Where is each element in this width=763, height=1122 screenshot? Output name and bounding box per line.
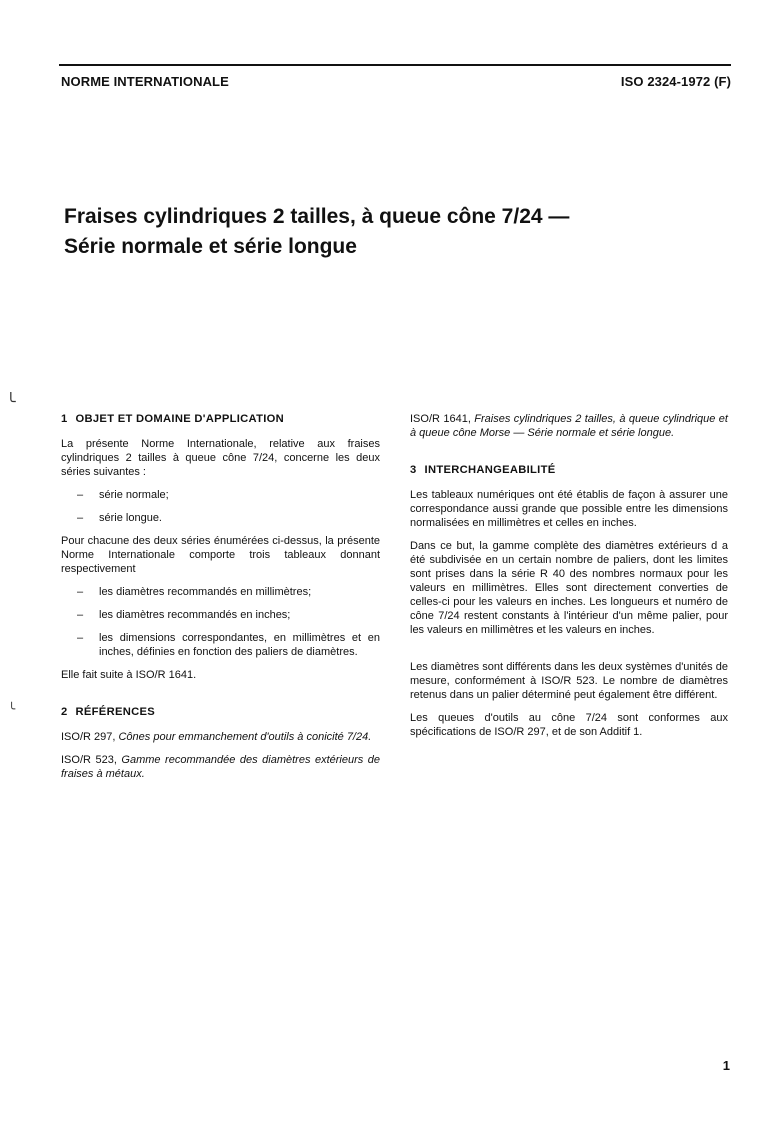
list-item-text: série normale; bbox=[99, 489, 169, 501]
dash-bullet: – bbox=[77, 512, 84, 524]
dash-bullet: – bbox=[77, 586, 84, 598]
list-item bbox=[61, 608, 380, 622]
left-column bbox=[61, 412, 380, 790]
section-title: OBJET ET DOMAINE D'APPLICATION bbox=[75, 413, 285, 425]
page-number: 1 bbox=[722, 1058, 730, 1073]
section-2-heading bbox=[61, 705, 380, 719]
header-standard-label: NORME INTERNATIONALE bbox=[61, 74, 229, 89]
right-column bbox=[410, 412, 728, 748]
title-line-1: Fraises cylindriques 2 tailles, à queue cône 7/24 — bbox=[64, 205, 570, 228]
header-rule bbox=[59, 64, 731, 66]
list-item bbox=[61, 511, 380, 525]
section-3-heading bbox=[410, 463, 728, 477]
reference-entry bbox=[410, 412, 728, 440]
list-item-text: les diamètres recommandés en inches; bbox=[99, 609, 291, 621]
document-title bbox=[64, 202, 704, 262]
reference-code: ISO/R 523, bbox=[61, 754, 117, 766]
reference-code: ISO/R 297, bbox=[61, 731, 116, 743]
section-1-paragraph: La présente Norme Internationale, relative aux fraises cylindriques 2 tailles à queue cône 7/24, concerne les deux séries suivantes : bbox=[61, 438, 380, 478]
section-1-paragraph: Pour chacune des deux séries énumérées ci-dessus, la présente Norme Internationale comporte trois tableaux donnant respectivement bbox=[61, 535, 380, 575]
list-item-text: les dimensions correspondantes, en millimètres et en inches, définies en fonction des paliers de diamètres. bbox=[99, 632, 380, 658]
section-number: 1 bbox=[61, 413, 68, 425]
header-standard-number: ISO 2324-1972 (F) bbox=[620, 74, 731, 89]
reference-title: Fraises cylindriques 2 tailles, à queue cylindrique et à queue cône Morse — Série normale et série longue. bbox=[410, 413, 728, 439]
section-title: RÉFÉRENCES bbox=[75, 706, 155, 718]
title-line-2: Série normale et série longue bbox=[64, 235, 357, 258]
section-3-paragraph: Dans ce but, la gamme complète des diamètres extérieurs d a été subdivisée en un certain nombre de paliers, dont les limites sont prises dans la série R 40 des nombres normaux pour les valeurs en millimètres. Elles sont directement converties de celles-ci pour les valeurs en inches. Les longueurs et numéro de cône 7/24 restent constants à l'intérieur d'un même palier, pour les valeurs en millimètres et les valeurs en inches. bbox=[410, 540, 728, 636]
section-title: INTERCHANGEABILITÉ bbox=[424, 464, 556, 476]
dash-bullet: – bbox=[77, 489, 84, 501]
section-3-paragraph: Les diamètres sont différents dans les deux systèmes d'unités de mesure, conformément à ISO/R 523. Le nombre de diamètres retenus dans un palier déterminé peut également être différent. bbox=[410, 661, 728, 701]
dash-bullet: – bbox=[77, 632, 84, 644]
margin-mark: ╰ bbox=[8, 702, 16, 716]
list-item bbox=[61, 488, 380, 502]
reference-title: Gamme recommandée des diamètres extérieurs de fraises à métaux. bbox=[61, 754, 381, 780]
section-1-paragraph: Elle fait suite à ISO/R 1641. bbox=[61, 669, 197, 681]
list-item bbox=[61, 585, 380, 599]
reference-entry bbox=[61, 753, 380, 781]
section-number: 3 bbox=[410, 464, 417, 476]
list-item-text: série longue. bbox=[99, 512, 162, 524]
reference-code: ISO/R 1641, bbox=[410, 413, 471, 425]
dash-bullet: – bbox=[77, 609, 84, 621]
section-1-heading bbox=[61, 412, 380, 426]
reference-entry bbox=[61, 730, 380, 744]
section-3-paragraph: Les queues d'outils au cône 7/24 sont conformes aux spécifications de ISO/R 297, et de son Additif 1. bbox=[410, 712, 728, 738]
margin-mark: ╰ bbox=[6, 394, 16, 411]
list-item-text: les diamètres recommandés en millimètres; bbox=[99, 586, 312, 598]
list-item bbox=[61, 631, 380, 659]
section-3-paragraph: Les tableaux numériques ont été établis de façon à assurer une correspondance aussi grande que possible entre les dimensions normalisées en millimètres et celles en inches. bbox=[410, 489, 728, 529]
reference-title: Cônes pour emmanchement d'outils à conicité 7/24. bbox=[118, 731, 372, 743]
section-number: 2 bbox=[61, 706, 68, 718]
